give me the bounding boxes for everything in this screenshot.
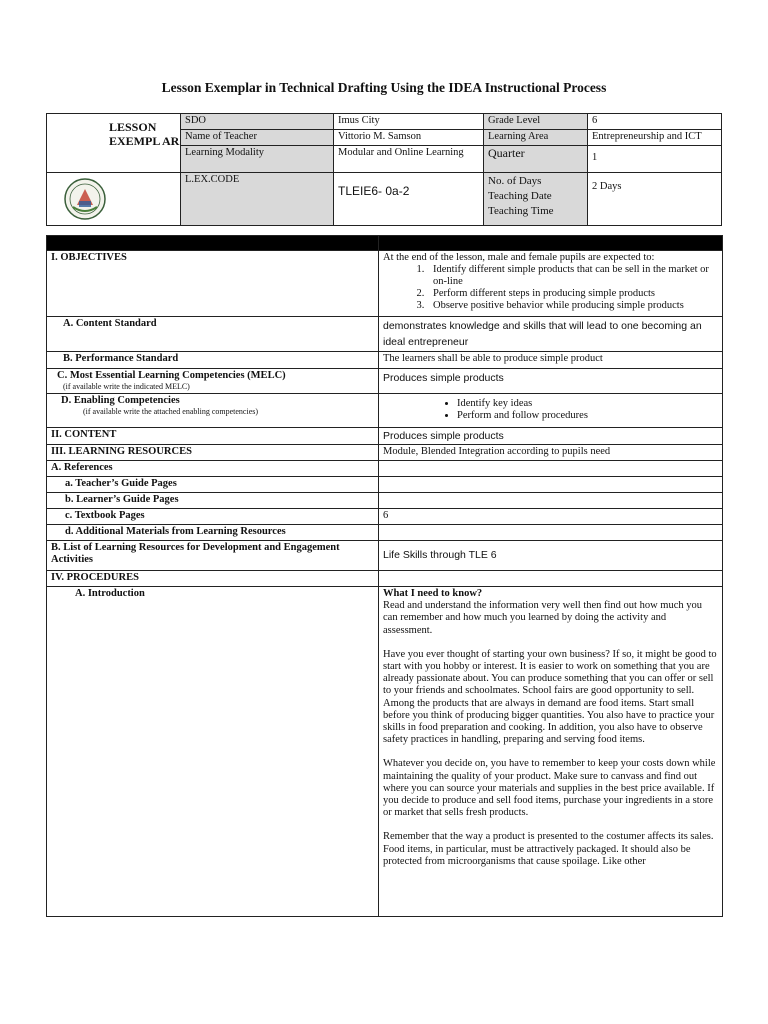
textbook-label: c. Textbook Pages xyxy=(47,509,379,525)
black-bar-right xyxy=(379,236,723,251)
teacher-value: Vittorio M. Samson xyxy=(334,130,484,146)
performance-standard-label: B. Performance Standard xyxy=(47,352,379,369)
learners-guide-value xyxy=(379,493,723,509)
teachers-guide-label: a. Teacher’s Guide Pages xyxy=(47,477,379,493)
textbook-value: 6 xyxy=(379,509,723,525)
melc-cell xyxy=(47,369,379,394)
header-table xyxy=(46,113,722,226)
objectives-intro: At the end of the lesson, male and female pupils are expected to: xyxy=(383,252,655,263)
content-label: II. CONTENT xyxy=(47,428,379,445)
deped-seal xyxy=(47,173,181,226)
quarter-value: 1 xyxy=(588,146,722,173)
enabling-label: D. Enabling Competencies xyxy=(61,395,180,406)
melc-label: C. Most Essential Learning Competencies (MELC) xyxy=(57,370,286,381)
days-label-cell xyxy=(484,173,588,226)
procedures-value xyxy=(379,571,723,587)
days-label: No. of Days xyxy=(488,175,542,187)
teacher-label: Name of Teacher xyxy=(181,130,334,146)
document-title: Lesson Exemplar in Technical Drafting Using the IDEA Instructional Process xyxy=(161,80,607,95)
lexcode-label: L.EX.CODE xyxy=(181,173,334,226)
references-label: A. References xyxy=(47,461,379,477)
introduction-label: A. Introduction xyxy=(47,587,379,917)
black-bar-left xyxy=(47,236,379,251)
days-value: 2 Days xyxy=(588,173,722,226)
objectives-label: I. OBJECTIVES xyxy=(47,251,379,317)
modality-value: Modular and Online Learning xyxy=(334,146,484,173)
resources-label: III. LEARNING RESOURCES xyxy=(47,445,379,461)
lexcode-value: TLEIE6- 0a-2 xyxy=(334,173,484,226)
learners-guide-label: b. Learner’s Guide Pages xyxy=(47,493,379,509)
objective-item: 2. Perform different steps in producing simple products xyxy=(427,288,718,300)
teaching-time-label: Teaching Time xyxy=(488,205,554,217)
introduction-paragraph: Remember that the way a product is presented to the costumer affects its sales. Food items, in particular, must be attractively packaged. It should also be protected from microorganisms that cause spoilage. Like other xyxy=(383,831,714,867)
introduction-paragraph: Whatever you decide on, you have to remember to keep your costs down while maintaining the quality of your product. Make sure to canvass and find out where you can source your materials and supplies in the best price available. If you decide to produce and sell food items, purchase your ingredients in a store or market that sells fresh products. xyxy=(383,758,716,819)
list-resources-value: Life Skills through TLE 6 xyxy=(379,541,723,571)
teachers-guide-value xyxy=(379,477,723,493)
enabling-cell-value xyxy=(379,394,723,428)
lesson-table xyxy=(46,235,723,917)
introduction-paragraph: Read and understand the information very well then find out how much you can remember and how much you learned by doing the activity and assessment. xyxy=(383,600,703,636)
content-value: Produces simple products xyxy=(379,428,723,445)
school-seal-icon xyxy=(53,177,117,221)
melc-note: (if available write the indicated MELC) xyxy=(63,382,190,391)
references-value xyxy=(379,461,723,477)
quarter-label: Quarter xyxy=(484,146,588,173)
performance-standard-value: The learners shall be able to produce simple product xyxy=(379,352,723,369)
objective-item: 1. Identify different simple products that can be sell in the market or on-line xyxy=(427,264,718,288)
enabling-note: (if available write the attached enabling competencies) xyxy=(83,407,259,416)
sdo-label: SDO xyxy=(181,114,334,130)
objectives-cell xyxy=(379,251,723,317)
teaching-date-label: Teaching Date xyxy=(488,190,552,202)
lesson-label: LESSON EXEMPL AR xyxy=(47,114,181,173)
modality-label: Learning Modality xyxy=(181,146,334,173)
resources-value: Module, Blended Integration according to pupils need xyxy=(379,445,723,461)
additional-materials-value xyxy=(379,525,723,541)
grade-label: Grade Level xyxy=(484,114,588,130)
introduction-heading: What I need to know? xyxy=(383,588,483,599)
melc-value: Produces simple products xyxy=(379,369,723,394)
enabling-cell xyxy=(47,394,379,428)
objectives-list xyxy=(383,264,718,312)
enabling-item: • Perform and follow procedures xyxy=(457,410,718,422)
introduction-cell xyxy=(379,587,723,917)
sdo-value: Imus City xyxy=(334,114,484,130)
area-value: Entrepreneurship and ICT xyxy=(588,130,722,146)
introduction-paragraph: Have you ever thought of starting your own business? If so, it might be good to start with you hobby or interest. It is easier to work on something that you are already passionate about. You can produce something that you can offer or sell to your friends and schoolmates. School fairs are good opportunity to sell. Among the products that are always in demand are food items. Start small before you think of producing bigger quantities. You also have to practice your skills in food preparation and cooking. In addition, you also have to observe safety practices in handling, preparing and serving food items. xyxy=(383,648,717,746)
content-standard-value: demonstrates knowledge and skills that will lead to one becoming an ideal entrepreneur xyxy=(379,317,723,352)
grade-value: 6 xyxy=(588,114,722,130)
area-label: Learning Area xyxy=(484,130,588,146)
enabling-list xyxy=(383,398,718,422)
list-resources-label: B. List of Learning Resources for Development and Engagement Activities xyxy=(47,541,379,571)
enabling-item: • Identify key ideas xyxy=(457,398,718,410)
content-standard-label: A. Content Standard xyxy=(47,317,379,352)
procedures-label: IV. PROCEDURES xyxy=(47,571,379,587)
additional-materials-label: d. Additional Materials from Learning Resources xyxy=(47,525,379,541)
objective-item: 3. Observe positive behavior while producing simple products xyxy=(427,300,718,312)
